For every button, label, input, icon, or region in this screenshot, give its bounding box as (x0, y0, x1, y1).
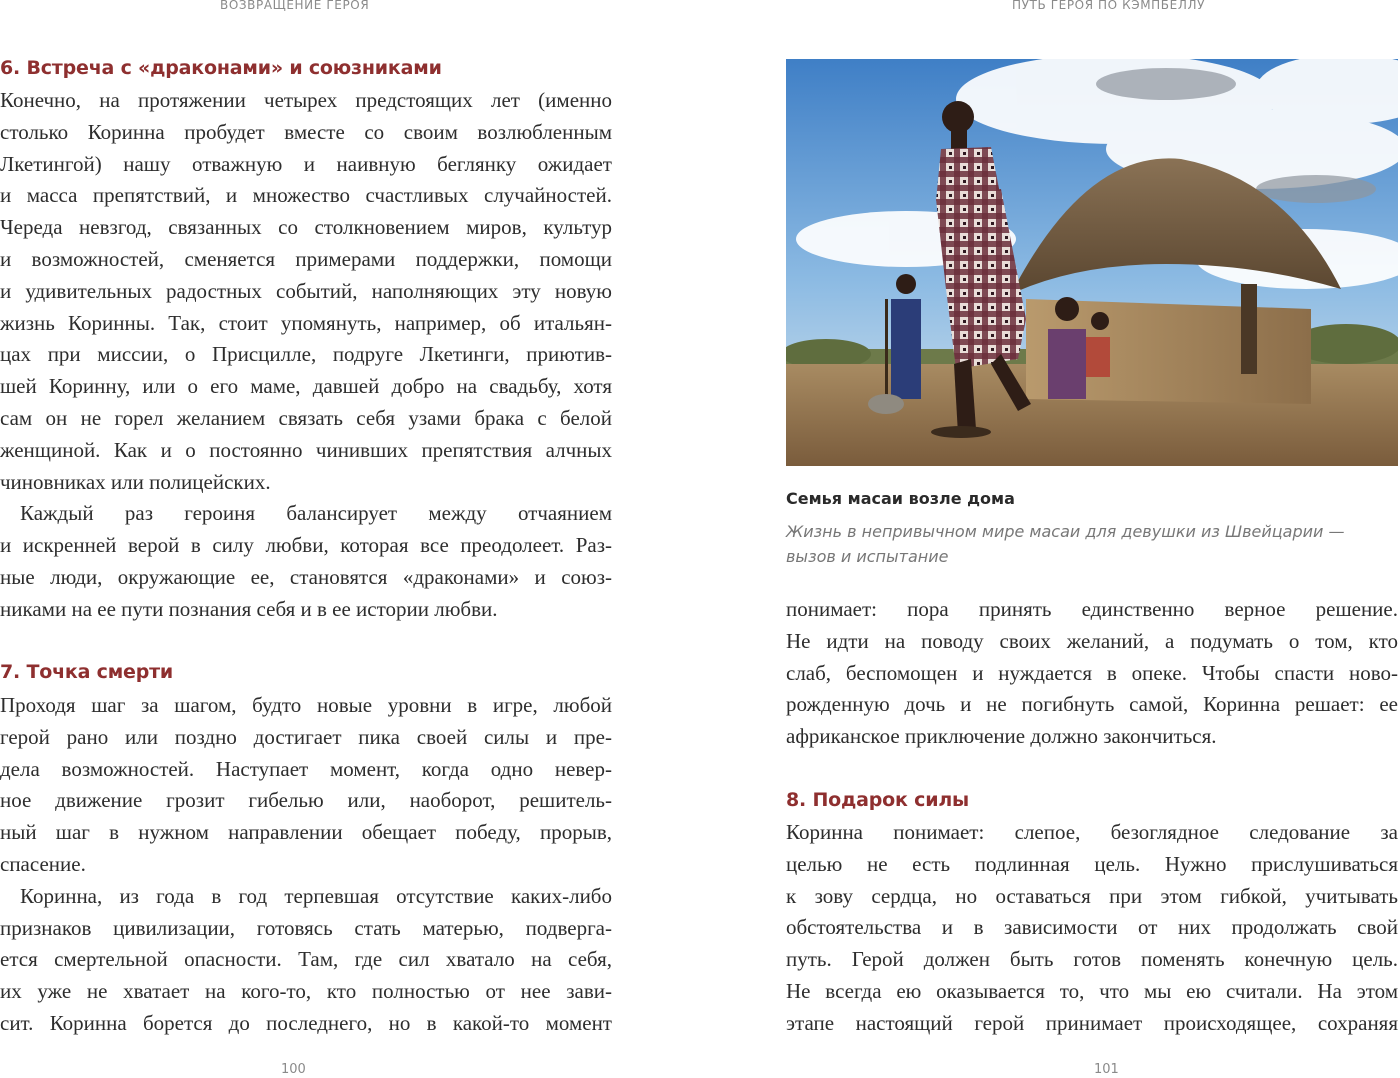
text-line: жизнь Коринны. Так, стоит упомянуть, например, об итальян- (0, 310, 612, 335)
text-line: Не всегда ею оказывается то, что мы ею считали. На этом (786, 978, 1398, 1003)
text-line: дела возможностей. Наступает момент, когда одно невер- (0, 756, 612, 781)
text-line: африканское приключение должно закончиться. (786, 724, 1217, 749)
maasai-family-photo (786, 59, 1398, 466)
right-page (786, 0, 1400, 1078)
text-line: сит. Коринна борется до последнего, но в какой-то момент (0, 1010, 612, 1035)
text-line: обстоятельства и в зависимости от них продолжать свой (786, 915, 1398, 940)
text-line: цах при миссии, о Присцилле, подруге Лкетинги, приютив- (0, 342, 612, 367)
text-line: Проходя шаг за шагом, будто новые уровни в игре, любой (0, 693, 612, 717)
text-line: столько Коринна пробудет вместе со своим возлюбленным (0, 119, 612, 144)
text-line: никами на ее пути познания себя и в ее истории любви. (0, 596, 498, 621)
text-line: рожденную дочь и не погибнуть самой, Коринна решает: ее (786, 692, 1398, 717)
section-6-heading: 6. Встреча с «драконами» и союзниками (0, 57, 442, 79)
caption-line: Жизнь в непривычном мире масаи для девушки из Швейцарии — (786, 522, 1345, 541)
text-line: ное движение грозит гибелью или, наоборот, решитель- (0, 788, 612, 813)
running-head-left: ВОЗВРАЩЕНИЕ ГЕРОЯ (220, 0, 370, 12)
text-line: Каждый раз героиня балансирует между отчаянием (20, 501, 612, 526)
text-line: понимает: пора принять единственно верное решение. (786, 597, 1398, 621)
text-line: чиновниках или полицейских. (0, 469, 271, 494)
text-line: Не идти на поводу своих желаний, а подумать о том, кто (786, 628, 1398, 653)
section-8-paragraph (786, 817, 1398, 1040)
text-line: признаков цивилизации, готовясь стать матерью, подверга- (0, 915, 612, 940)
page-number-right: 101 (1094, 1062, 1119, 1077)
caption-line: вызов и испытание (786, 547, 949, 566)
section-7-continuation (786, 594, 1398, 753)
left-page (0, 0, 640, 1078)
text-line: этапе настоящий герой принимает происходящее, сохраняя (786, 1010, 1398, 1035)
text-line: ные люди, окружающие ее, становятся «драконами» и союз- (0, 564, 612, 589)
section-7-heading: 7. Точка смерти (0, 661, 174, 683)
text-line: женщиной. Как и о постоянно чинивших препятствия алчных (0, 437, 612, 462)
section-8-heading: 8. Подарок силы (786, 789, 970, 811)
text-line: Коринна понимает: слепое, безоглядное следование за (786, 820, 1398, 844)
text-line: путь. Герой должен быть готов поменять конечную цель. (786, 947, 1398, 972)
text-line: и масса препятствий, и множество счастливых случайностей. (0, 183, 612, 208)
text-line: ется смертельной опасности. Там, где сил хватало на себя, (0, 947, 612, 972)
text-line: герой рано или поздно достигает пика своей силы и пре- (0, 724, 612, 749)
text-line: ный шаг в нужном направлении обещает победу, прорыв, (0, 820, 612, 845)
figure-caption-text (786, 519, 1386, 569)
section-7-paragraphs (0, 690, 612, 1040)
text-line: спасение. (0, 851, 86, 876)
text-line: сам он не горел желанием связать себя узами брака с белой (0, 405, 612, 430)
text-line: Коринна, из года в год терпевшая отсутствие каких-либо (20, 883, 612, 908)
text-line: слаб, беспомощен и нуждается в опеке. Чтобы спасти ново- (786, 660, 1398, 685)
running-head-right: ПУТЬ ГЕРОЯ ПО КЭМПБЕЛЛУ (1012, 0, 1205, 12)
page-number-left: 100 (281, 1062, 306, 1077)
text-line: шей Коринну, или о его маме, давшей добро на свадьбу, хотя (0, 374, 612, 399)
text-line: Лкетингой) нашу отважную и наивную беглянку ожидает (0, 151, 612, 176)
text-line: Череда невзгод, связанных со столкновением миров, культур (0, 215, 612, 240)
text-line: и возможностей, сменяется примерами поддержки, помощи (0, 246, 612, 271)
text-line: их уже не хватает на кого-то, кто полностью от нее зави- (0, 979, 612, 1004)
text-line: и искренней верой в силу любви, которая все преодолеет. Раз- (0, 533, 612, 558)
text-line: к зову сердца, но оставаться при этом гибкой, учитывать (786, 883, 1398, 908)
section-6-paragraph-1 (0, 85, 612, 626)
figure-caption-title: Семья масаи возле дома (786, 489, 1015, 508)
text-line: и удивительных радостных событий, наполняющих эту новую (0, 278, 612, 303)
text-line: целью не есть подлинная цель. Нужно прислушиваться (786, 851, 1398, 876)
text-line: Конечно, на протяжении четырех предстоящих лет (именно (0, 88, 612, 112)
